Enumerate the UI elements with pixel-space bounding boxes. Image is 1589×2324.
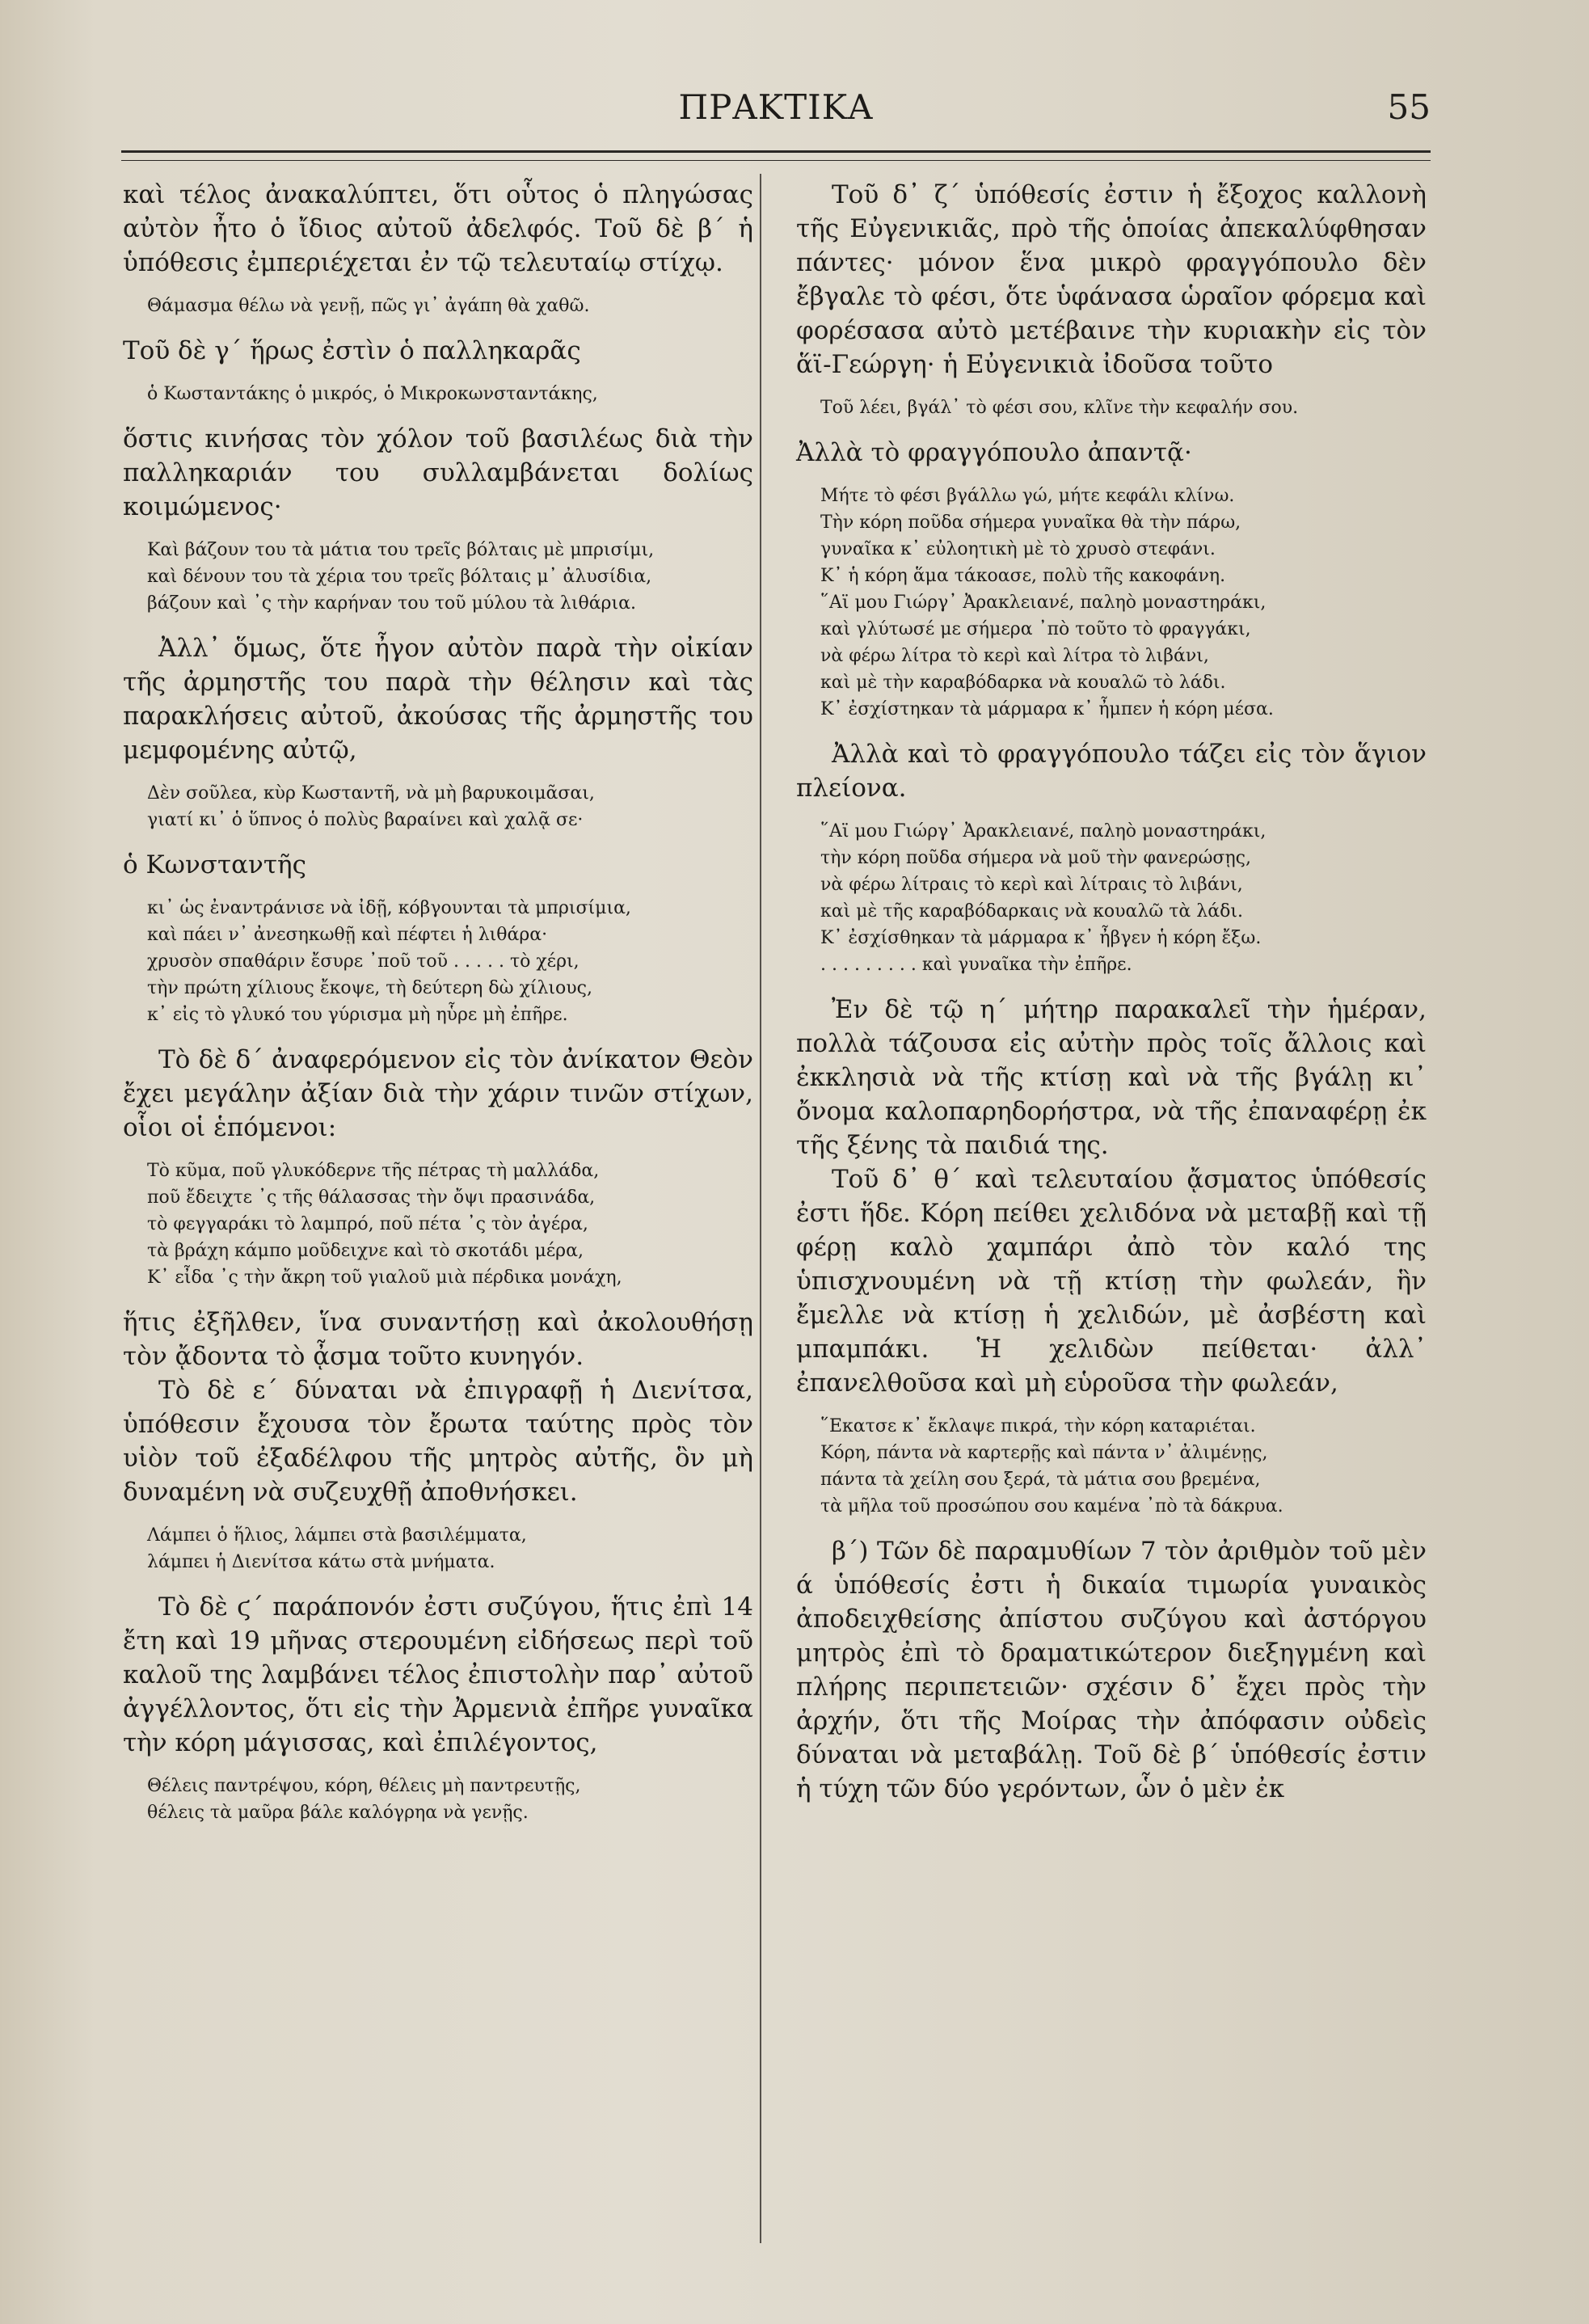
verse-line: λάμπει ἡ Διενίτσα κάτω στὰ μνήματα. xyxy=(147,1552,495,1572)
verse-block xyxy=(820,818,1427,978)
verse-line: νὰ φέρω λίτρα τὸ κερὶ καὶ λίτρα τὸ λιβάνι, xyxy=(820,646,1209,666)
paragraph: ὁ Κωνσταντῆς xyxy=(123,850,306,879)
paragraph: ἥτις ἐξῆλθεν, ἵνα συναντήσῃ καὶ ἀκολουθήσῃ τὸν ᾄδοντα τὸ ᾆσμα τοῦτο κυνηγόν. xyxy=(123,1308,753,1371)
header-rule-thick xyxy=(121,150,1431,153)
verse-block xyxy=(147,1522,753,1575)
verse-line: νὰ φέρω λίτραις τὸ κερὶ καὶ λίτραις τὸ λιβάνι, xyxy=(820,875,1243,895)
verse-line: . . . . . . . . . καὶ γυναῖκα τὴν ἐπῆρε. xyxy=(820,955,1132,975)
verse-line: καὶ μὲ τῆς καραβόδαρκαις νὰ κουαλῶ τὰ λάδι. xyxy=(820,901,1243,922)
verse-line: Καὶ βάζουν του τὰ μάτια του τρεῖς βόλταις μὲ μπρισίμι, xyxy=(147,540,655,560)
paragraph: Τοῦ δὲ γ΄ ἥρως ἐστὶν ὁ παλληκαρᾶς xyxy=(123,336,581,365)
paragraph: Τὸ δὲ ε΄ δύναται νὰ ἐπιγραφῇ ἡ Διενίτσα, ὑπόθεσιν ἔχουσα τὸν ἔρωτα ταύτης πρὸς τὸν υἱὸν τοῦ ἐξαδέλφου τῆς μητρὸς αὐτῆς, ὃν μὴ δυναμένη νὰ συζευχθῇ ἀποθνήσκει. xyxy=(123,1376,753,1507)
verse-line: Δὲν σοῦλεα, κὺρ Κωσταντῆ, νὰ μὴ βαρυκοιμᾶσαι, xyxy=(147,783,595,803)
verse-block xyxy=(147,537,753,617)
verse-line: Κόρη, πάντα νὰ καρτερῇς καὶ πάντα ν᾽ ἀλιμένῃς, xyxy=(820,1443,1268,1463)
verse-block xyxy=(820,483,1427,723)
verse-line: τὴν κόρη ποῦδα σήμερα νὰ μοῦ τὴν φανερώσῃς, xyxy=(820,848,1251,868)
verse-line: Κ᾽ ἐσχίσθηκαν τὰ μάρμαρα κ᾽ ἦβγεν ἡ κόρη ἔξω. xyxy=(820,928,1262,948)
paragraph: Ἀλλ᾽ ὅμως, ὅτε ἦγον αὐτὸν παρὰ τὴν οἰκίαν τῆς ἀρμηστῆς του παρὰ τὴν θέλησιν καὶ τὰς παρακλήσεις αὐτοῦ, ἀκούσας τῆς ἀρμηστῆς του μεμφομένης αὐτῷ, xyxy=(123,634,753,765)
verse-line: τὴν πρώτη χίλιους ἔκοψε, τὴ δεύτερη δὼ χίλιους, xyxy=(147,978,592,998)
verse-line: Τὸ κῦμα, ποῦ γλυκόδερνε τῆς πέτρας τὴ μαλλάδα, xyxy=(147,1161,600,1181)
header-rule-thin xyxy=(121,160,1431,161)
verse-line: ῞Αϊ μου Γιώργ᾽ Ἀρακλειανέ, παληὸ μοναστηράκι, xyxy=(820,593,1267,613)
right-column xyxy=(796,178,1427,1806)
verse-line: Λάμπει ὁ ἥλιος, λάμπει στὰ βασιλέμματα, xyxy=(147,1525,527,1546)
verse-line: Κ᾽ ἐσχίστηκαν τὰ μάρμαρα κ᾽ ἦμπεν ἡ κόρη μέσα. xyxy=(820,699,1274,719)
verse-line: ποῦ ἔδειχτε ᾽ς τῆς θάλασσας τὴν ὄψι πρασινάδα, xyxy=(147,1187,596,1208)
verse-line: καὶ δένουν του τὰ χέρια του τρεῖς βόλταις μ᾽ ἀλυσίδια, xyxy=(147,567,652,587)
paragraph: Τὸ δὲ δ΄ ἀναφερόμενον εἰς τὸν ἀνίκατον Θεὸν ἔχει μεγάλην ἀξίαν διὰ τὴν χάριν τινῶν στίχων, οἷοι οἱ ἑπόμενοι: xyxy=(123,1045,753,1142)
verse-line: πάντα τὰ χείλη σου ξερά, τὰ μάτια σου βρεμένα, xyxy=(820,1470,1261,1490)
verse-line: Κ᾽ ἡ κόρη ἅμα τάκοασε, πολὺ τῆς κακοφάνη. xyxy=(820,566,1226,586)
verse-block xyxy=(147,780,753,833)
paragraph: β΄) Τῶν δὲ παραμυθίων 7 τὸν ἀριθμὸν τοῦ μὲν ά ὑπόθεσίς ἐστι ἡ δικαία τιμωρία γυναικὸς ἀποδειχθείσης ἀπίστου συζύγου καὶ ἀστόργου μητρὸς ἐπὶ τὸ δραματικώτερον διεξηγμένη καὶ πλήρης περιπετειῶν· σχέσιν δ᾽ ἔχει πρὸς τὴν ἀρχήν, ὅτι τῆς Μοίρας τὴν ἀπόφασιν οὐδεὶς δύναται νὰ μεταβάλῃ. Τοῦ δὲ β΄ ὑπόθεσίς ἐστιν ἡ τύχη τῶν δύο γερόντων, ὧν ὁ μὲν ἐκ xyxy=(796,1537,1427,1803)
verse-line: ῞Εκατσε κ᾽ ἔκλαψε πικρά, τὴν κόρη καταριέται. xyxy=(820,1416,1256,1436)
paragraph: Ἐν δὲ τῷ η΄ μήτηρ παρακαλεῖ τὴν ἡμέραν, πολλὰ τάζουσα εἰς αὐτὴν πρὸς τοῖς ἄλλοις καὶ ἐκκλησιὰ νὰ τῆς κτίσῃ καὶ νὰ τῆς βγάλῃ κι᾽ ὄνομα καλοπαρηδορήστρα, νὰ τῆς ἐπαναφέρῃ ἐκ τῆς ξένης τὰ παιδιά της. xyxy=(796,995,1427,1160)
page-number: 55 xyxy=(1387,87,1431,127)
verse-block xyxy=(820,1413,1427,1520)
verse-block xyxy=(147,293,753,319)
paragraph: Τοῦ δ᾽ ζ΄ ὑπόθεσίς ἐστιν ἡ ἔξοχος καλλονὴ τῆς Εὐγενικιᾶς, πρὸ τῆς ὁποίας ἀπεκαλύφθησαν πάντες· μόνον ἕνα μικρὸ φραγγόπουλο δὲν ἔβγαλε τὸ φέσι, ὅτε ὑφάνασα ὡραῖον φόρεμα καὶ φορέσασα αὐτὸ μετέβαινε τὴν κυριακὴν εἰς τὸν ἅϊ-Γεώργη· ἡ Εὐγενικιὰ ἰδοῦσα τοῦτο xyxy=(796,180,1427,379)
verse-line: κ᾽ εἰς τὸ γλυκό του γύρισμα μὴ ηὗρε μὴ ἐπῆρε. xyxy=(147,1005,568,1025)
verse-line: καὶ πάει ν᾽ ἀνεσηκωθῇ καὶ πέφτει ἡ λιθάρα· xyxy=(147,925,548,945)
paragraph: ὅστις κινήσας τὸν χόλον τοῦ βασιλέως διὰ τὴν παλληκαριάν του συλλαμβάνεται δολίως κοιμώμενος· xyxy=(123,424,753,521)
verse-line: τὰ μῆλα τοῦ προσώπου σου καμένα ᾽πὸ τὰ δάκρυα. xyxy=(820,1496,1283,1516)
verse-block xyxy=(147,895,753,1028)
verse-block xyxy=(147,381,753,407)
verse-line: γιατί κι᾽ ὁ ὕπνος ὁ πολὺς βαραίνει καὶ χαλᾷ σε· xyxy=(147,810,584,830)
verse-line: καὶ μὲ τὴν καραβόδαρκα νὰ κουαλῶ τὸ λάδι. xyxy=(820,673,1226,693)
paragraph: Τοῦ δ᾽ θ΄ καὶ τελευταίου ᾄσματος ὑπόθεσίς ἐστι ἥδε. Κόρη πείθει χελιδόνα νὰ μεταβῇ καὶ τῇ φέρῃ καλὸ χαμπάρι ἀπὸ τὸν καλό της ὑπισχνουμένη νὰ τῇ κτίσῃ τὴν φωλεάν, ἣν ἔμελλε νὰ κτίσῃ ἡ χελιδών, μὲ ἀσβέστη καὶ μπαμπάκι. Ἡ χελιδὼν πείθεται· ἀλλ᾽ ἐπανελθοῦσα καὶ μὴ εὑροῦσα τὴν φωλεάν, xyxy=(796,1165,1427,1398)
verse-line: χρυσὸν σπαθάριν ἔσυρε ᾽ποῦ τοῦ . . . . . τὸ χέρι, xyxy=(147,951,580,972)
verse-line: Θέλεις παντρέψου, κόρη, θέλεις μὴ παντρευτῇς, xyxy=(147,1776,581,1796)
paragraph: καὶ τέλος ἀνακαλύπτει, ὅτι οὗτος ὁ πληγώσας αὐτὸν ἦτο ὁ ἴδιος αὐτοῦ ἀδελφός. Τοῦ δὲ β΄ ἡ ὑπόθεσις ἐμπεριέχεται ἐν τῷ τελευταίῳ στίχῳ. xyxy=(123,180,753,277)
verse-line: Κ᾽ εἶδα ᾽ς τὴν ἄκρη τοῦ γιαλοῦ μιὰ πέρδικα μονάχη, xyxy=(147,1267,622,1288)
verse-block xyxy=(820,394,1427,421)
verse-line: Θάμασμα θέλω νὰ γενῇ, πῶς γι᾽ ἀγάπη θὰ χαθῶ. xyxy=(147,296,590,316)
verse-line: θέλεις τὰ μαῦρα βάλε καλόγρηα νὰ γενῇς. xyxy=(147,1803,529,1823)
column-divider xyxy=(760,174,761,2243)
verse-line: ὁ Κωσταντάκης ὁ μικρός, ὁ Μικροκωνσταντάκης, xyxy=(147,384,598,404)
verse-line: Μήτε τὸ φέσι βγάλλω γώ, μήτε κεφάλι κλίνω. xyxy=(820,486,1235,506)
running-title: ΠΡΑΚΤΙΚΑ xyxy=(678,87,874,127)
paragraph: Τὸ δὲ ϛ΄ παράπονόν ἐστι συζύγου, ἥτις ἐπὶ 14 ἔτη καὶ 19 μῆνας στερουμένη εἰδήσεως περὶ τοῦ καλοῦ της λαμβάνει τέλος ἐπιστολὴν παρ᾽ αὐτοῦ ἀγγέλλοντος, ὅτι εἰς τὴν Ἀρμενιὰ ἐπῆρε γυναῖκα τὴν κόρη μάγισσας, καὶ ἐπιλέγοντος, xyxy=(123,1592,753,1757)
page-header xyxy=(121,87,1431,144)
paragraph: Ἀλλὰ καὶ τὸ φραγγόπουλο τάζει εἰς τὸν ἅγιον πλείονα. xyxy=(796,740,1427,803)
verse-block xyxy=(147,1158,753,1291)
verse-line: Τὴν κόρη ποῦδα σήμερα γυναῖκα θὰ τὴν πάρω, xyxy=(820,512,1241,533)
verse-line: τὰ βράχη κάμπο μοῦδειχνε καὶ τὸ σκοτάδι μέρα, xyxy=(147,1241,584,1261)
verse-block xyxy=(147,1773,753,1826)
verse-line: Τοῦ λέει, βγάλ᾽ τὸ φέσι σου, κλῖνε τὴν κεφαλήν σου. xyxy=(820,398,1299,418)
verse-line: ῞Αϊ μου Γιώργ᾽ Ἀρακλειανέ, παληὸ μοναστηράκι, xyxy=(820,821,1267,841)
left-column xyxy=(123,178,753,1841)
verse-line: βάζουν καὶ ᾽ς τὴν καρήναν του τοῦ μύλου τὰ λιθάρια. xyxy=(147,593,636,614)
verse-line: καὶ γλύτωσέ με σήμερα ᾽πὸ τοῦτο τὸ φραγγάκι, xyxy=(820,619,1251,639)
paragraph: Ἀλλὰ τὸ φραγγόπουλο ἀπαντᾷ· xyxy=(796,438,1192,467)
verse-line: γυναῖκα κ᾽ εὐλοητικὴ μὲ τὸ χρυσὸ στεφάνι. xyxy=(820,539,1216,559)
verse-line: τὸ φεγγαράκι τὸ λαμπρό, ποῦ πέτα ᾽ς τὸν ἀγέρα, xyxy=(147,1214,588,1234)
verse-line: κι᾽ ὡς ἐναντράνισε νὰ ἰδῇ, κόβγουνται τὰ μπρισίμια, xyxy=(147,898,631,918)
